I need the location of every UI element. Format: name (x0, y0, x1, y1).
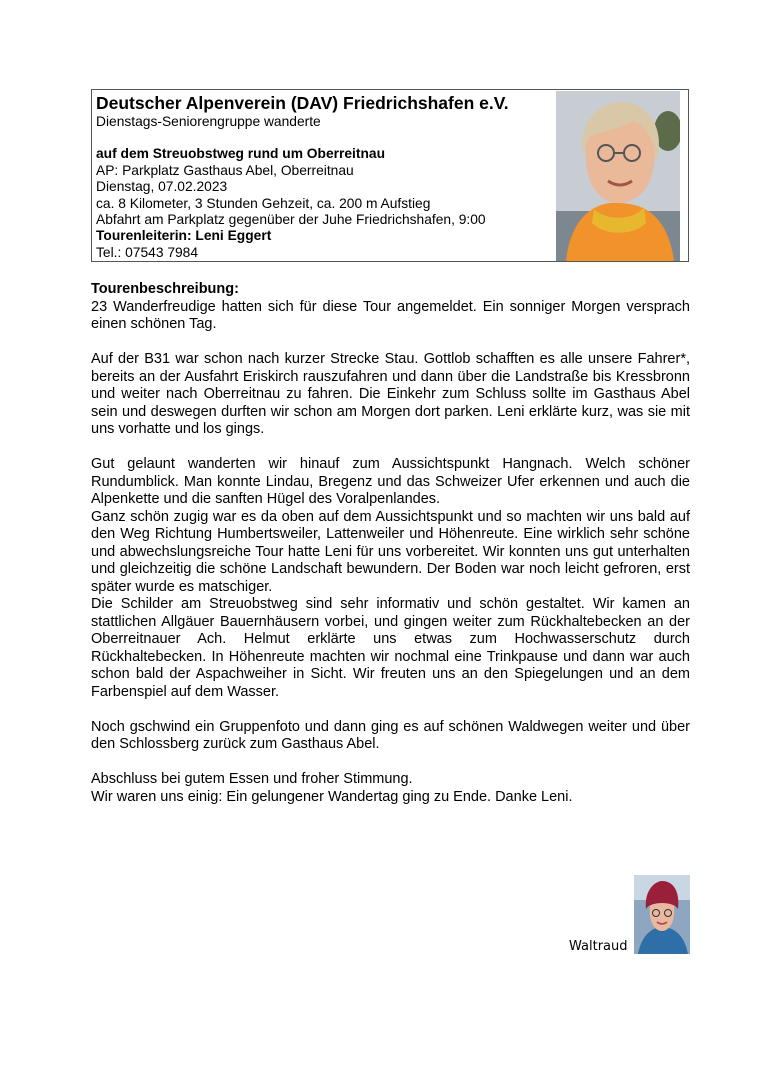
tour-title: auf dem Streuobstweg rund um Oberreitnau (96, 146, 386, 162)
meeting-point: AP: Parkplatz Gasthaus Abel, Oberreitnau (96, 162, 354, 178)
paragraph-6: Noch gschwind ein Gruppenfoto und dann ging es auf schönen Waldwegen weiter und über den Schlossberg zurück zum Gasthaus Abel. (91, 718, 690, 752)
paragraph-3: Gut gelaunt wanderten wir hinauf zum Aussichtspunkt Hangnach. Welch schöner Rundumblick. Man konnte Lindau, Bregenz und das Schweizer Ufer erkennen und auch die Alpenkette und die sanften Hügel des Voralpenlandes. (91, 456, 690, 507)
paragraph-2: Auf der B31 war schon nach kurzer Strecke Stau. Gottlob schafften es alle unsere Fahrer*, bereits an der Ausfahrt Eriskirch rauszufahren und dann über die Landstraße bis Kressbronn und weiter nach Oberreitnau zu fahren. Die Einkehr zum Schluss sollte im Gasthaus Abel sein und deswegen durften wir schon am Morgen dort parken. Leni erklärte kurz, was sie mit uns vorhatte und los gings. (91, 351, 690, 437)
tour-date: Dienstag, 07.02.2023 (96, 179, 228, 195)
author-name: Waltraud (569, 939, 628, 954)
paragraph-1: 23 Wanderfreudige hatten sich für diese Tour angemeldet. Ein sonniger Morgen versprach einen schönen Tag. (91, 298, 690, 332)
tour-stats: ca. 8 Kilometer, 3 Stunden Gehzeit, ca. 200 m Aufstieg (96, 195, 431, 211)
organization-title: Deutscher Alpenverein (DAV) Friedrichshafen e.V. (96, 93, 509, 113)
phone-number: Tel.: 07543 7984 (96, 244, 199, 260)
leader-photo (556, 91, 680, 261)
departure-info: Abfahrt am Parkplatz gegenüber der Juhe Friedrichshafen, 9:00 (96, 212, 486, 228)
tour-leader: Tourenleiterin: Leni Eggert (96, 228, 272, 244)
tour-info-text (96, 93, 551, 261)
paragraph-5: Die Schilder am Streuobstweg sind sehr informativ und schön gestaltet. Wir kamen an stattlichen Allgäuer Bauernhäusern vorbei, und gingen weiter zum Rückhaltebecken an der Oberreitnauer Ach. Helmut erklärte uns etwas zum Hochwasserschutz durch Rückhaltebecken. In Höhenreute machten wir nochmal eine Trinkpause und dann war auch schon bald der Aspachweiher in Sicht. Wir freuten uns an den Spiegelungen und an dem Farbenspiel auf dem Wasser. (91, 596, 690, 700)
tour-info-box (91, 89, 689, 262)
paragraph-4: Ganz schön zugig war es da oben auf dem Aussichtspunkt und so machten wir uns bald auf den Weg Richtung Humbertsweiler, Lattenweiler und Höhenreute. Eine wirklich sehr schöne und abwechslungsreiche Tour hatte Leni für uns vorbereitet. Wir konnten uns gut unterhalten und gleichzeitig die schöne Landschaft bewundern. Der Boden war noch leicht gefroren, erst später wurde es matschiger. (91, 508, 690, 595)
paragraph-7: Abschluss bei gutem Essen und froher Stimmung. (91, 771, 413, 787)
tour-description (91, 281, 690, 806)
description-heading: Tourenbeschreibung: (91, 281, 239, 297)
paragraph-8: Wir waren uns einig: Ein gelungener Wandertag ging zu Ende. Danke Leni. (91, 788, 573, 805)
author-photo (634, 875, 690, 954)
group-subtitle: Dienstags-Seniorengruppe wanderte (96, 114, 321, 129)
